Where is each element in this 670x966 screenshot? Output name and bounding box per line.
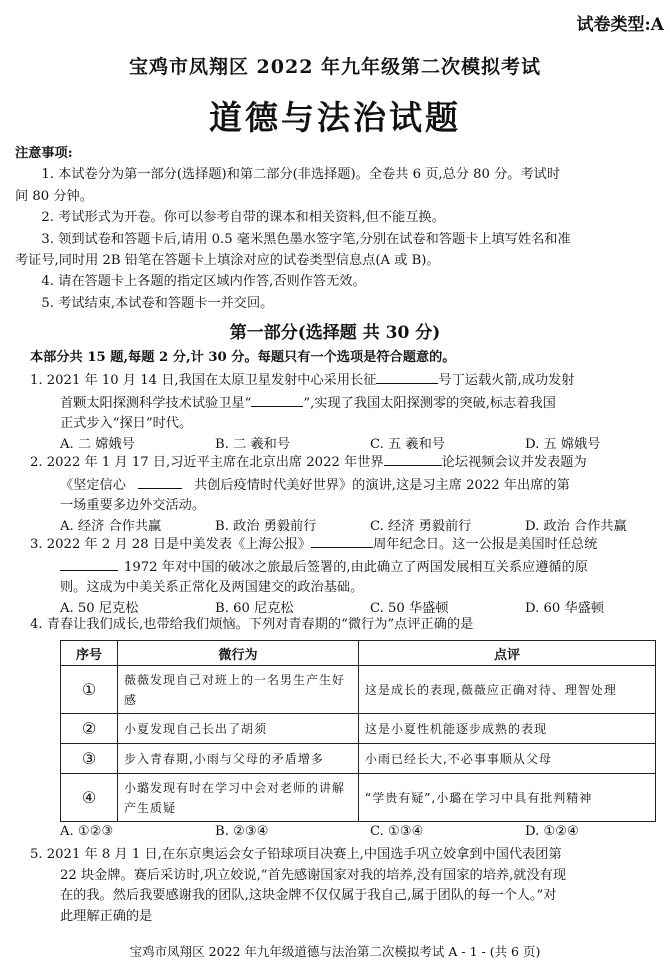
q2-text: 论坛视频会议并发表题为 xyxy=(441,455,587,470)
option-b: B. 政治 勇毅前行 xyxy=(215,518,317,534)
behavior-cell: 小璐发现有时在学习中会对老师的讲解产生质疑 xyxy=(118,774,359,822)
question-2 xyxy=(30,451,662,537)
q5-text: 在的我。然后我要感谢我的团队,这块金牌不仅仅属于我自己,属于团队的每一个人。”对 xyxy=(60,888,557,903)
q3-text: 3. 2022 年 2 月 28 日是中美发表《上海公报》 xyxy=(30,537,312,552)
option-a: A. 50 尼克松 xyxy=(60,600,139,616)
question-1 xyxy=(30,369,662,455)
option-b: B. ②③④ xyxy=(215,824,269,839)
answer-blank xyxy=(384,451,442,466)
q3-text: 1972 年对中国的破冰之旅最后签署的,由此确立了两国发展相互关系应遵循的原 xyxy=(124,559,588,575)
q1-text: 首颗太阳探测科学技术试验卫星“ xyxy=(60,395,252,411)
paper-type-label: 试卷类型:A xyxy=(576,15,664,35)
q1-text: 1. 2021 年 10 月 14 日,我国在太原卫星发射中心采用长征 xyxy=(30,373,377,388)
row-number: ③ xyxy=(61,744,118,774)
part1-intro: 本部分共 15 题,每题 2 分,计 30 分。每题只有一个选项是符合题意的。 xyxy=(30,350,456,365)
option-c: C. ①③④ xyxy=(370,824,424,839)
note-item-continued: 间 80 分钟。 xyxy=(15,188,93,204)
table-header: 微行为 xyxy=(118,641,359,666)
option-a: A. ①②③ xyxy=(60,824,114,839)
comment-cell: 小雨已经长大,不必事事顺从父母 xyxy=(359,744,656,774)
answer-blank xyxy=(138,474,182,489)
table-header: 点评 xyxy=(359,641,656,666)
q5-text: 此理解正确的是 xyxy=(60,908,153,924)
note-item: 3. 领到试卷和答题卡后,请用 0.5 毫米黑色墨水签字笔,分别在试卷和答题卡上填写姓名和准 xyxy=(41,231,571,247)
q4-table xyxy=(60,640,656,822)
table-row xyxy=(61,714,656,744)
q4-options xyxy=(30,822,662,843)
option-a: A. 经济 合作共赢 xyxy=(60,518,162,534)
q4-options-wrap xyxy=(30,822,662,843)
table-row xyxy=(61,666,656,714)
q2-text: 共创后疫情时代美好世界》的演讲,这是习主席 2022 年出席的第 xyxy=(193,477,570,493)
q4-stem: 4. 青春让我们成长,也带给我们烦恼。下列对青春期的“微行为”点评正确的是 xyxy=(30,617,474,632)
note-item-continued: 考证号,同时用 2B 铅笔在答题卡上填涂对应的试卷类型信息点(A 或 B)。 xyxy=(15,253,440,269)
comment-cell: 这是成长的表现,薇薇应正确对待、理智处理 xyxy=(359,666,656,714)
q1-text: 号丁运载火箭,成功发射 xyxy=(438,373,575,388)
question-4 xyxy=(30,615,662,636)
behavior-cell: 小夏发现自己长出了胡须 xyxy=(118,714,359,744)
option-d: D. ①②④ xyxy=(525,824,579,839)
option-b: B. 60 尼克松 xyxy=(215,600,294,616)
page-footer: 宝鸡市凤翔区 2022 年九年级道德与法治第二次模拟考试 A - 1 - (共 6 页) xyxy=(129,944,541,959)
row-number: ① xyxy=(61,666,118,714)
option-c: C. 五 羲和号 xyxy=(370,436,445,452)
row-number: ④ xyxy=(61,774,118,822)
q2-text: 《坚定信心 xyxy=(60,477,126,493)
answer-blank xyxy=(376,369,438,384)
answer-blank xyxy=(60,556,118,571)
option-d: D. 五 嫦娥号 xyxy=(525,436,601,452)
table-row xyxy=(61,744,656,774)
table-header-row xyxy=(61,641,656,666)
note-item: 2. 考试形式为开卷。你可以参考自带的课本和相关资料,但不能互换。 xyxy=(41,210,445,226)
option-b: B. 二 羲和号 xyxy=(215,436,291,452)
q1-text: ”,实现了我国太阳探测零的突破,标志着我国 xyxy=(303,395,556,411)
behavior-cell: 步入青春期,小雨与父母的矛盾增多 xyxy=(118,744,359,774)
row-number: ② xyxy=(61,714,118,744)
exam-title: 道德与法治试题 xyxy=(209,98,461,137)
q5-text: 22 块金牌。赛后采访时,巩立姣说,“首先感谢国家对我的培养,没有国家的培养,就没有现 xyxy=(60,867,567,883)
notes-heading: 注意事项: xyxy=(15,146,73,161)
note-item: 1. 本试卷分为第一部分(选择题)和第二部分(非选择题)。全卷共 6 页,总分 80 分。考试时 xyxy=(41,167,561,183)
q1-text: 正式步入“探日”时代。 xyxy=(60,416,193,431)
option-a: A. 二 嫦娥号 xyxy=(60,436,135,452)
option-c: C. 经济 勇毅前行 xyxy=(370,518,472,534)
q5-text: 5. 2021 年 8 月 1 日,在东京奥运会女子铅球项目决赛上,中国选手巩立姣拿到中国代表团第 xyxy=(30,847,562,862)
q3-text: 则。这成为中美关系正常化及两国建交的政治基础。 xyxy=(60,580,364,595)
note-item: 4. 请在答题卡上各题的指定区域内作答,否则作答无效。 xyxy=(41,274,366,290)
note-item: 5. 考试结束,本试卷和答题卡一并交回。 xyxy=(41,295,274,311)
q3-text: 周年纪念日。这一公报是美国时任总统 xyxy=(373,537,598,552)
table-header: 序号 xyxy=(61,641,118,666)
behavior-cell: 薇薇发现自己对班上的一名男生产生好感 xyxy=(118,666,359,714)
exam-subtitle: 宝鸡市凤翔区 2022 年九年级第二次模拟考试 xyxy=(128,56,542,78)
comment-cell: “学贵有疑”,小璐在学习中具有批判精神 xyxy=(359,774,656,822)
question-5 xyxy=(30,845,662,927)
answer-blank xyxy=(251,392,303,407)
option-d: D. 政治 合作共赢 xyxy=(525,518,627,534)
q2-text: 2. 2022 年 1 月 17 日,习近平主席在北京出席 2022 年世界 xyxy=(30,455,384,470)
part1-title: 第一部分(选择题 共 30 分) xyxy=(229,323,441,343)
table-row xyxy=(61,774,656,822)
option-c: C. 50 华盛顿 xyxy=(370,600,449,616)
option-d: D. 60 华盛顿 xyxy=(525,600,605,616)
notes-section xyxy=(15,143,655,314)
q2-text: 一场重要多边外交活动。 xyxy=(60,498,206,513)
comment-cell: 这是小夏性机能逐步成熟的表现 xyxy=(359,714,656,744)
question-3 xyxy=(30,533,662,619)
answer-blank xyxy=(311,533,373,548)
